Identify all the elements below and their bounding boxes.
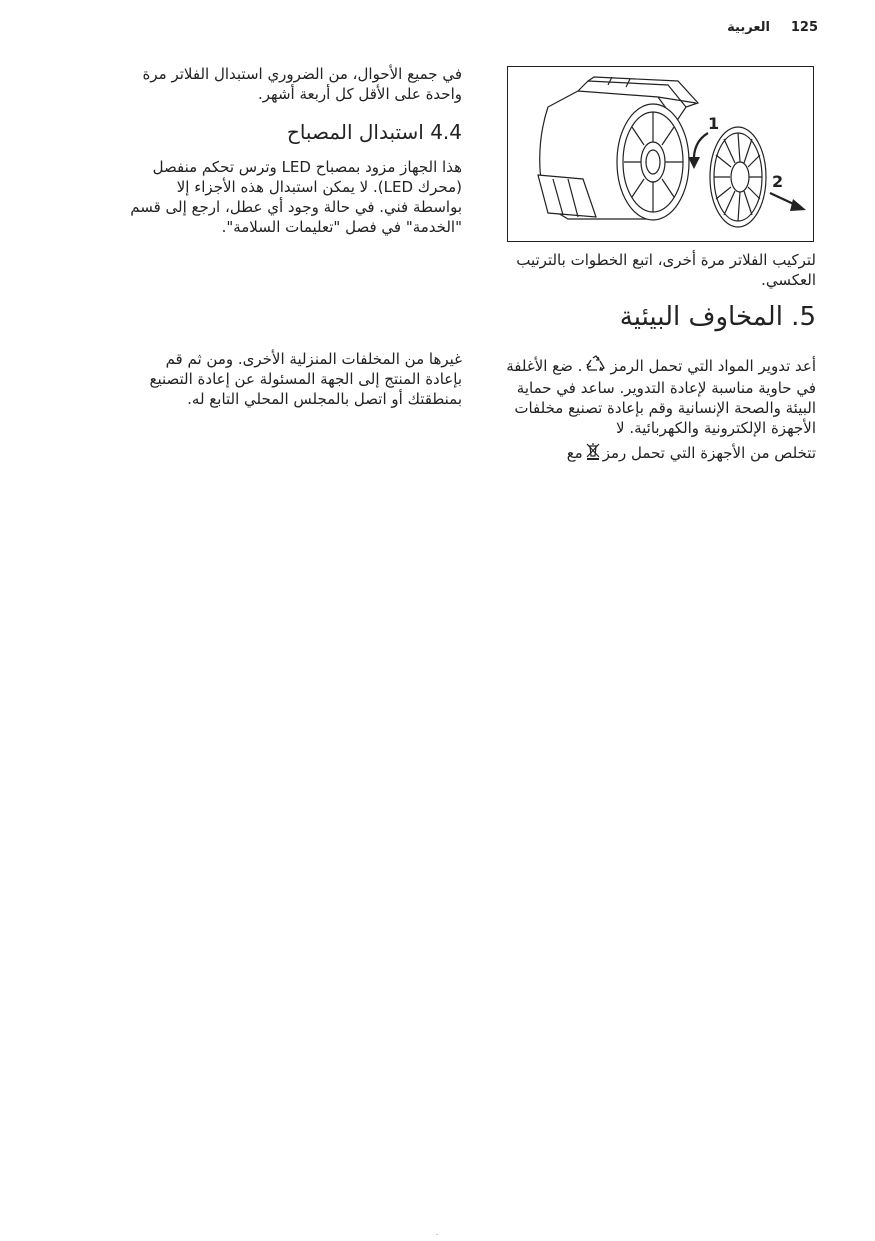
figure-caption: لتركيب الفلاتر مرة أخرى، اتبع الخطوات بالترتيب العكسي. [516,251,816,289]
disposal-text-continued: غيرها من المخلفات المنزلية الأخرى. ومن ثم قم بإعادة المنتج إلى الجهة المسئولة عن إعادة التصنيع بمنطقتك أو اتصل بالمجلس المحلي التابع له. [149,350,462,408]
lamp-section-heading: 4.4 استبدال المصباح [286,120,462,144]
env-text-line2-part2: مع [566,444,583,462]
weee-bin-icon [586,442,600,465]
figure-label-1: 1 [708,114,720,133]
figure-label-2: 2 [772,172,784,191]
footer-mark [436,1234,438,1235]
env-text-part1: أعد تدوير المواد التي تحمل الرمز [610,357,816,375]
lamp-section-text: هذا الجهاز مزود بمصباح LED وترس تحكم منفصل (محرك LED). لا يمكن استبدال هذه الأجزاء إلا بواسطة فني. في حالة وجود أي عطل، ارجع إلى قسم "الخدمة" في فصل "تعليمات السلامة". [130,158,462,236]
environment-text-line2 [490,442,816,465]
recycle-icon [585,355,607,378]
filter-installation-figure [507,66,814,242]
filter-replacement-note: في جميع الأحوال، من الضروري استبدال الفلاتر مرة واحدة على الأقل كل أربعة أشهر. [142,65,462,103]
env-text-part2: . ضع الأغلفة في حاوية مناسبة لإعادة التدوير. ساعد في حماية البيئة والصحة الإنسانية وقم بإعادة تصنيع مخلفات الأجهزة الإلكترونية والكهربائية. لا [506,357,816,437]
environment-section-heading: 5. المخاوف البيئية [619,302,816,332]
env-text-line2-part1: تتخلص من الأجهزة التي تحمل رمز [602,444,816,462]
environment-section-text [490,355,816,465]
header-language: العربية [727,20,770,35]
page-number: 125 [790,20,818,35]
hood-fan-illustration [508,67,813,241]
